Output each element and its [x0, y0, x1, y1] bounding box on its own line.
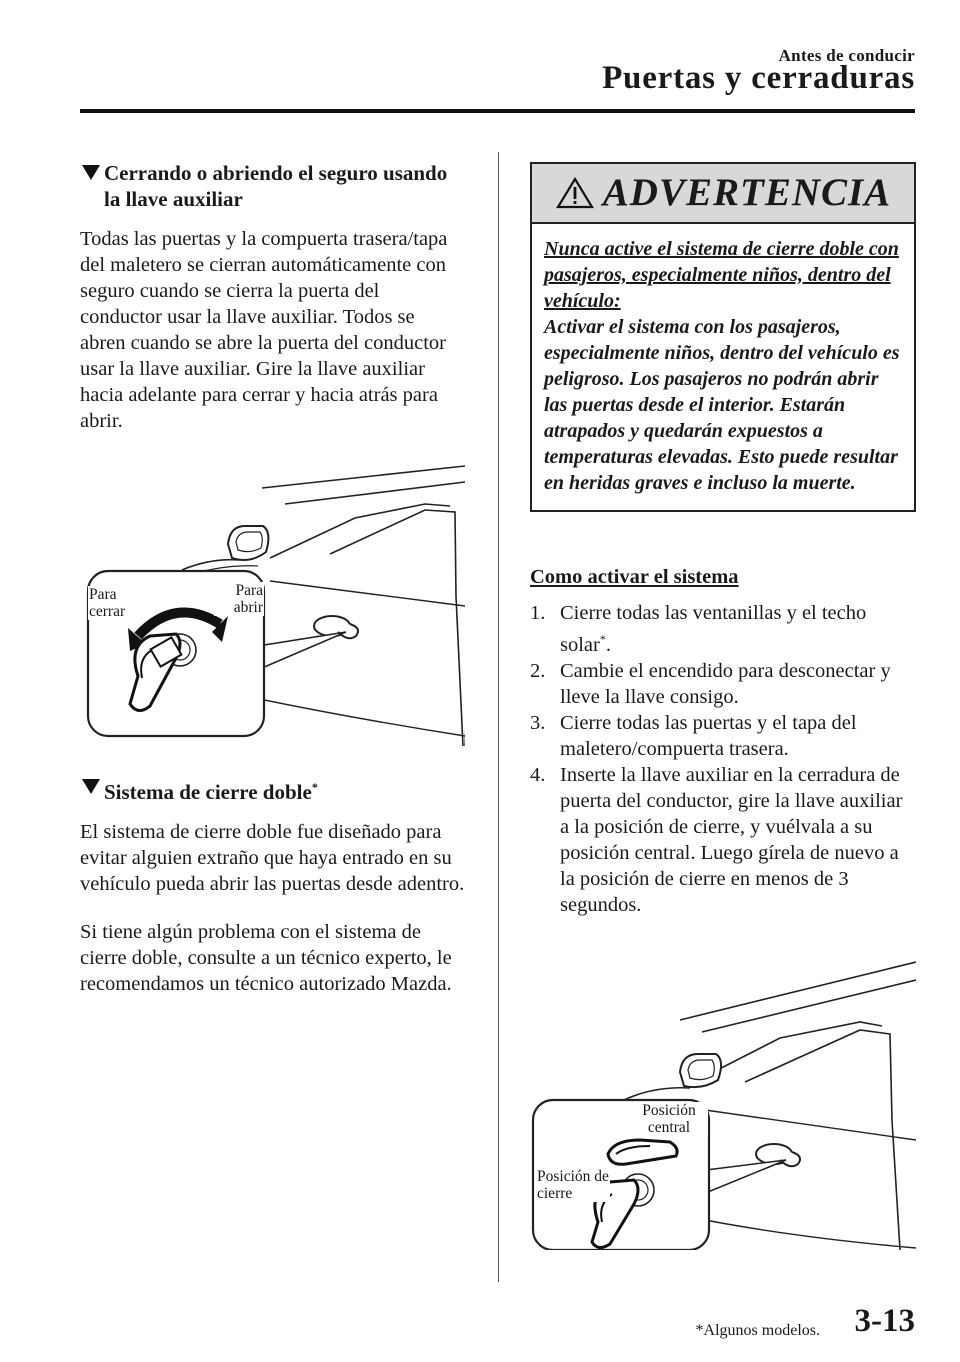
subheading-activate: Como activar el sistema — [530, 566, 739, 588]
left-column — [80, 160, 465, 1009]
list-item — [530, 658, 916, 710]
footnote-mark: * — [311, 780, 318, 794]
right-column — [530, 162, 916, 1250]
figure-label-lock — [536, 1168, 610, 1202]
step-text: Cambie el encendido para desconectar y lleve la llave consigo. — [560, 660, 891, 708]
warning-triangle-icon — [555, 176, 595, 210]
step-number: 2. — [530, 660, 546, 682]
step-text: Cierre todas las puertas y el tapa del maletero/compuerta trasera. — [560, 712, 857, 760]
warning-box — [530, 162, 916, 512]
label-posicion-central: Posición central — [642, 1102, 696, 1136]
car-door-key-positions-illustration — [530, 960, 916, 1250]
warning-header — [532, 164, 914, 224]
figure-spare-key-door — [80, 446, 465, 748]
body-paragraph: Si tiene algún problema con el sistema de cierre doble, consulte a un técnico experto, le recomendamos un técnico autorizado Mazda. — [80, 921, 452, 995]
warning-text: Activar el sistema con los pasajeros, especialmente niños, dentro del vehículo es peligroso. Los pasajeros no podrán abrir las puertas desde el interior. Estarán atrapados y quedarán expuestos a temperaturas elevadas. Esto puede resultar en heridas graves e incluso la muerte. — [544, 316, 900, 494]
list-item — [530, 762, 916, 918]
label-para-abrir: Para abrir — [233, 582, 263, 616]
step-text: Cierre todas las ventanillas y el techo solar — [560, 602, 867, 656]
figure-label-center — [630, 1102, 708, 1136]
label-para-cerrar: Para cerrar — [89, 586, 126, 620]
heading-text: Sistema de cierre doble — [104, 780, 312, 804]
figure-label-close — [88, 586, 146, 620]
label-posicion-cierre: Posición de cierre — [537, 1168, 609, 1202]
list-item — [530, 710, 916, 762]
step-number: 1. — [530, 602, 546, 624]
list-item — [530, 600, 916, 658]
column-divider — [498, 152, 499, 1282]
triangle-bullet-icon — [82, 165, 100, 180]
triangle-bullet-icon — [82, 779, 100, 794]
step-tail: . — [605, 634, 611, 656]
warning-body — [532, 224, 914, 510]
footnote-mark: * — [599, 632, 606, 646]
step-number: 4. — [530, 764, 546, 786]
body-paragraph: El sistema de cierre doble fue diseñado para evitar alguien extraño que haya entrado en su vehículo pueda abrir las puertas desde adentro. — [80, 821, 465, 895]
figure-double-lock-key — [530, 960, 916, 1250]
figure-label-open — [214, 582, 264, 616]
section-heading-spare-key — [80, 160, 465, 212]
heading-text: Cerrando o abriendo el seguro usando la llave auxiliar — [104, 161, 448, 211]
header-section: Antes de conducir — [778, 46, 915, 65]
step-number: 3. — [530, 712, 546, 734]
steps-list — [530, 600, 916, 918]
header-rule — [80, 109, 915, 113]
body-paragraph: Todas las puertas y la compuerta trasera/tapa del maletero se cierran automáticamente con seguro cuando se cierra la puerta del conductor usar la llave auxiliar. Todos se abren cuando se abre la puerta del conductor usar la llave auxiliar. Gire la llave auxiliar hacia adelante para cerrar y hacia atrás para abrir. — [80, 228, 448, 432]
page-title: Puertas y cerraduras — [602, 60, 915, 96]
warning-title: ADVERTENCIA — [602, 171, 892, 214]
footnote: *Algunos modelos. — [695, 1322, 820, 1339]
page-number: 3-13 — [854, 1303, 915, 1339]
warning-emphasis: Nunca active el sistema de cierre doble con pasajeros, especialmente niños, dentro del vehículo: — [544, 238, 899, 312]
section-heading-double-lock — [80, 774, 465, 805]
step-text: Inserte la llave auxiliar en la cerradura de puerta del conductor, gire la llave auxiliar a la posición de cierre, y vuélvala a su posición central. Luego gírela de nuevo a la posición de cierre en menos de 3 segundos. — [560, 764, 903, 916]
